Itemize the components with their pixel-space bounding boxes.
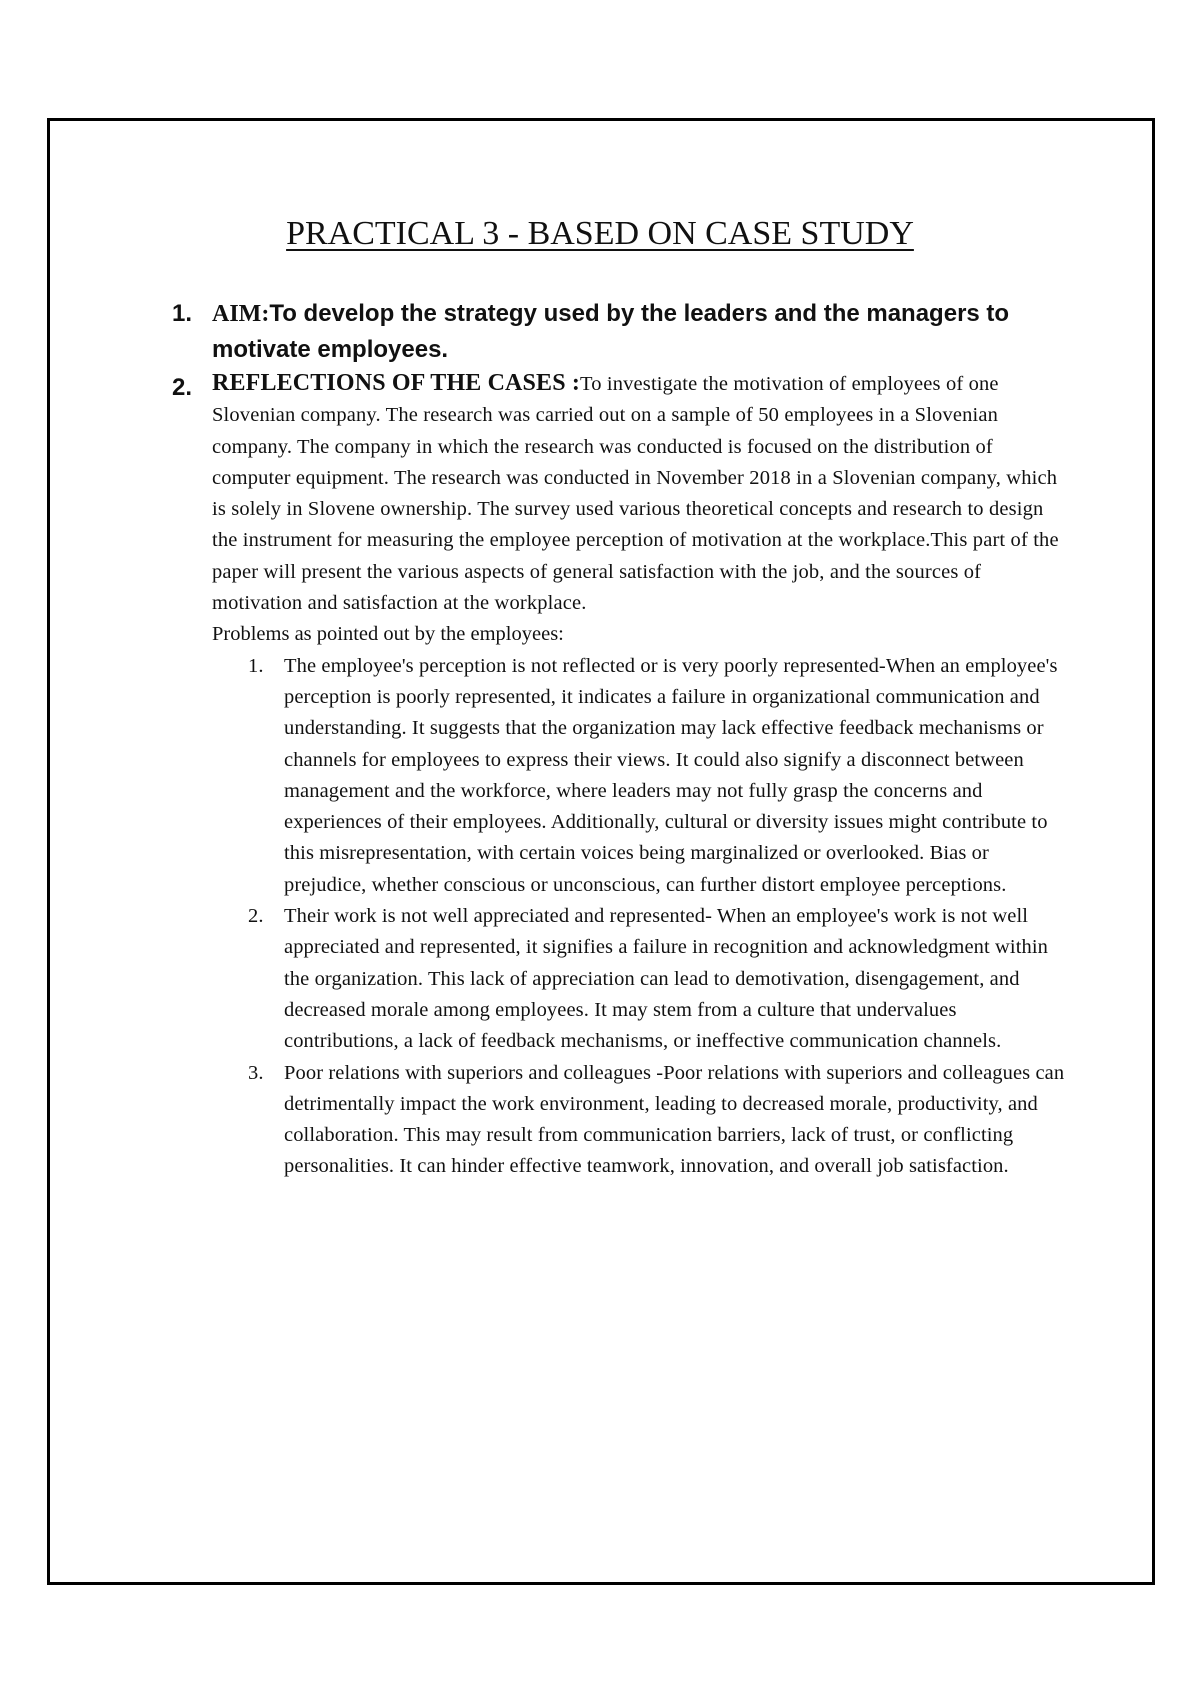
section-number: 1.: [172, 300, 193, 327]
document-title: [0, 212, 1200, 256]
problems-intro: Problems as pointed out by the employees:: [212, 623, 564, 646]
problem-text: Poor relations with superiors and colleagues -Poor relations with superiors and colleagues can detrimentally impact the work environment, leading to decreased morale, productivity, and collaboration. This may result from communication barriers, lack of trust, or conflicting personalities. It can hinder effective teamwork, innovation, and overall job satisfaction.: [284, 1061, 1065, 1178]
reflections-label: REFLECTIONS OF THE CASES :: [212, 370, 580, 396]
aim-text: To develop the strategy used by the leaders and the managers to motivate employees.: [212, 300, 1010, 363]
section-reflections: [172, 368, 1072, 1183]
problem-number: 2.: [248, 905, 264, 928]
problem-item: [212, 651, 1072, 901]
section-number: 2.: [172, 374, 193, 401]
problem-number: 1.: [248, 654, 264, 677]
problem-text: Their work is not well appreciated and represented- When an employee's work is not well appreciated and represented, it signifies a failure in recognition and acknowledgment within the organization. This lack of appreciation can lead to demotivation, disengagement, and decreased morale among employees. It may stem from a culture that undervalues contributions, a lack of feedback mechanisms, or ineffective communication channels.: [284, 905, 1049, 1053]
document-body: [172, 296, 1072, 1183]
problem-number: 3.: [248, 1061, 264, 1084]
aim-paragraph: [212, 296, 1072, 368]
problem-text: The employee's perception is not reflected or is very poorly represented-When an employee's perception is poorly represented, it indicates a failure in organizational communication and understanding. It suggests that the organization may lack effective feedback mechanisms or channels for employees to express their views. It could also signify a disconnect between management and the workforce, where leaders may not fully grasp the concerns and experiences of their employees. Additionally, cultural or diversity issues might contribute to this misrepresentation, with certain voices being marginalized or overlooked. Bias or prejudice, whether conscious or unconscious, can further distort employee perceptions.: [284, 654, 1058, 896]
document-title-text: PRACTICAL 3 - BASED ON CASE STUDY: [286, 215, 914, 252]
aim-label: AIM:: [212, 301, 270, 327]
problem-item: [212, 901, 1072, 1057]
problems-list: [212, 651, 1072, 1183]
problem-item: [212, 1058, 1072, 1183]
reflections-text: To investigate the motivation of employees of one Slovenian company. The research was carried out on a sample of 50 employees in a Slovenian company. The company in which the research was conducted is focused on the distribution of computer equipment. The research was conducted in November 2018 in a Slovenian company, which is solely in Slovene ownership. The survey used various theoretical concepts and research to design the instrument for measuring the employee perception of motivation at the workplace.This part of the paper will present the various aspects of general satisfaction with the job, and the sources of motivation and satisfaction at the workplace.: [212, 373, 1059, 615]
reflections-paragraph: [212, 368, 1072, 619]
section-aim: [172, 296, 1072, 368]
